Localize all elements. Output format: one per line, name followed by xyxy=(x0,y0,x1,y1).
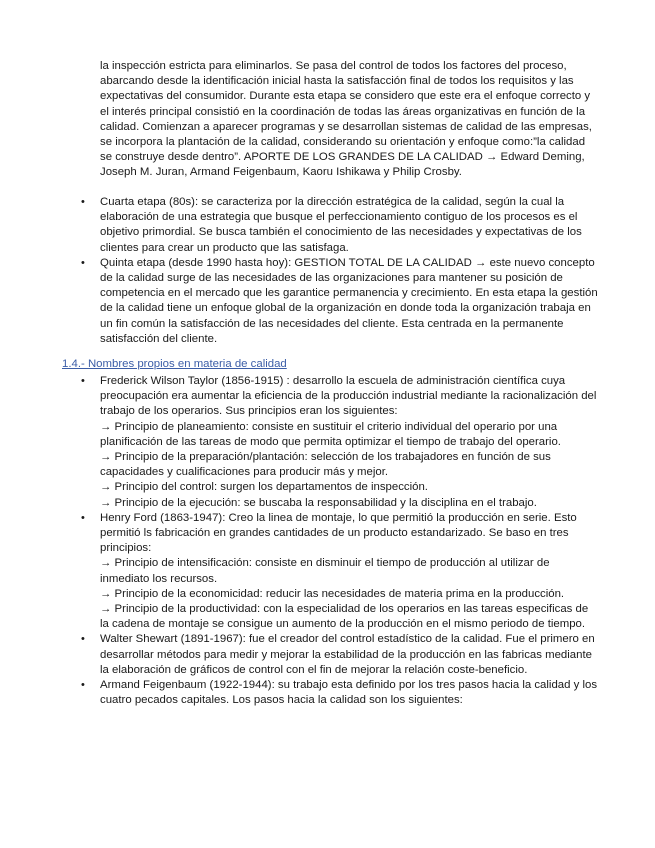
list-item xyxy=(81,511,600,633)
bullet-icon: • xyxy=(81,196,85,208)
principle-line: → Principio de planeamiento: consiste en sustituir el criterio individual del operario por una planificación de las tareas de modo que permita optimizar el tiempo de trabajo del operario. xyxy=(100,420,561,448)
people-list xyxy=(81,374,600,708)
principle-line: → Principio del control: surgen los departamentos de inspección. xyxy=(100,481,428,494)
list-item xyxy=(81,678,600,708)
list-item xyxy=(81,195,600,256)
principle-line: → Principio de la productividad: con la especialidad de los operarios en las tareas especificas de la cadena de montaje se consigue un aumento de la producción en el mismo periodo de tiempo. xyxy=(100,603,589,631)
list-item-text: Frederick Wilson Taylor (1856-1915) : desarrollo la escuela de administración científica cuya preocupación era aumentar la eficiencia de la producción industrial mediante la racionalización del trabajo de los operarios. Sus principios eran los siguientes: xyxy=(100,375,597,418)
list-item-text: Quinta etapa (desde 1990 hasta hoy): GESTION TOTAL DE LA CALIDAD → este nuevo concepto de la calidad surge de las necesidades de las organizaciones para mantener su posición de competencia en el mercado que les garantice permanencia y crecimiento. En esta etapa la gestión de la calidad tiene un enfoque global de la organización en donde toda la organización trabaja en un fin común la satisfacción de las necesidades del cliente. Esta centrada en la permanente satisfacción del cliente. xyxy=(100,256,598,345)
bullet-icon: • xyxy=(81,256,85,269)
list-item-text: Henry Ford (1863-1947): Creo la linea de montaje, lo que permitió la producción en serie. Esto permitió ls fabricación en grandes cantidades de un producto estandarizado. Se baso en tres principios: xyxy=(100,511,577,555)
principle-line: → Principio de la ejecución: se buscaba la responsabilidad y la disciplina en el trabajo. xyxy=(100,496,537,509)
principle-line: → Principio de intensificación: consiste en disminuir el tiempo de producción al utilizar de inmediato los recursos. xyxy=(100,557,550,585)
bullet-icon: • xyxy=(81,633,85,646)
list-item xyxy=(81,632,600,678)
stages-list xyxy=(81,195,600,347)
section-heading-link[interactable]: 1.4.- Nombres propios en materia de calidad xyxy=(62,358,287,370)
principle-line: → Principio de la economicidad: reducir las necesidades de materia prima en la producción. xyxy=(100,587,565,600)
list-item xyxy=(81,374,600,511)
bullet-icon: • xyxy=(81,375,85,387)
list-item-text: Cuarta etapa (80s): se caracteriza por la dirección estratégica de la calidad, según la cual la elaboración de una estrategia que busque el perfeccionamiento contiguo de los procesos es el objetivo primordial. Se busca también el conocimiento de las necesidades y expectativas de los clientes para crear un producto que las satisfaga. xyxy=(100,196,582,254)
list-item-text: Walter Shewart (1891-1967): fue el creador del control estadístico de la calidad. Fue el primero en desarrollar métodos para medir y mejorar la estabilidad de la producción en las fabricas mediante la elaboración de gráficos de control con el fin de mejorar la relación coste-beneficio. xyxy=(100,633,595,676)
principle-line: → Principio de la preparación/plantación: selección de los trabajadores en función de sus capacidades y cualificaciones para producir más y mejor. xyxy=(100,451,551,479)
paragraph-text: la inspección estricta para eliminarlos. Se pasa del control de todos los factores del proceso, abarcando desde la identificación inicial hasta la satisfacción final de todos los requisitos y las expectativas del consumidor. Durante esta etapa se considero que este era el enfoque correcto y el interés principal consistió en la coordinación de todas las áreas organizativas en función de la calidad. Comienzan a aparecer programas y se desarrollan sistemas de calidad de las empresas, se incorpora la plantación de la calidad, considerando su orientación y enfoque como:”la calidad se construye desde dentro”. APORTE DE LOS GRANDES DE LA CALIDAD → Edward Deming, Joseph M. Juran, Armand Feigenbaum, Kaoru Ishikawa y Philip Crosby. xyxy=(100,60,592,179)
list-item xyxy=(81,256,600,347)
bullet-icon: • xyxy=(81,679,85,692)
bullet-icon: • xyxy=(81,511,85,524)
continuation-paragraph xyxy=(100,59,600,181)
list-item-text: Armand Feigenbaum (1922-1944): su trabajo esta definido por los tres pasos hacia la calidad y los cuatro pecados capitales. Los pasos hacia la calidad son los siguientes: xyxy=(100,679,598,707)
